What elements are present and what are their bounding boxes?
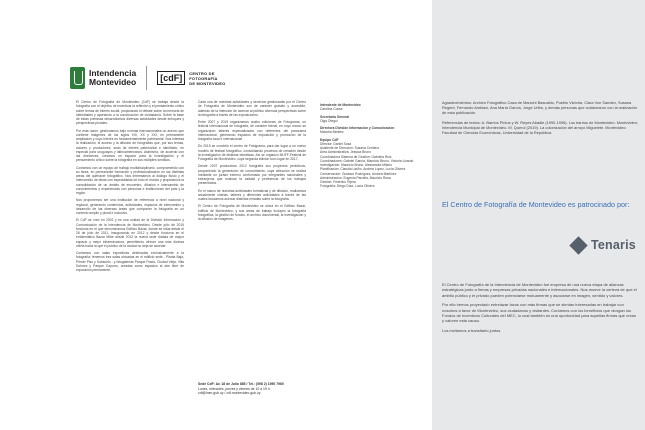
paragraph: Por ello hemos proyectado entrelazar lazos con más firmas que se sientan interesadas en trabajar con nosotros a favor de Montevideo, sus ciudadanos y visitantes. Contamos con los beneficios que otorgan los Fondos de Incentivos Culturales del MEC, lo cual también es una oportunidad para aquellas firmas que crean y valoren esta causa. xyxy=(442,302,637,324)
staff-item: Investigación: Mauricio Bruno, Alessandra Milano xyxy=(320,163,393,167)
cdf-logo-text: CENTRO DE FOTOGRAFÍA DE MONTEVIDEO xyxy=(189,70,226,86)
paragraph: El CdF se creó en 2002 y es una unidad de la División Información y Comunicación de la Intendencia de Montevideo. Desde julio de 2015 funciona en el que denominamos Edificio Bazar, donde se sitúa desde el 28 de julio de 2011, inaugurando en 2012 y desde funciona en el emblemático Bazar Mitre desde 2012 la nueva sede dotada de mayor espacio y mejor infraestructura, permitiendo ofrecer una más diversa oferta hacia la que el publico de la ciudad no deja de acceder. xyxy=(76,218,184,248)
staff-item: Planificación: Claudia Lariño, Andrea López, Lucía Olivera xyxy=(320,167,406,172)
staff-item: Coordinadora Sistema de Gestión: Gabriela Ruiz xyxy=(320,154,392,159)
staff-item: Gestión: Federico Tejera xyxy=(320,180,356,184)
paragraph: El Centro de Fotografía de Montevideo se ubica en el Edificio Bazar, edificio de Montevideo, y sus áreas de trabajo incluyen la fotografía fotográfica, la gestión de fondos, el archivo documental, la investigación y la difusión de imágenes. xyxy=(198,204,306,221)
tenaris-logo xyxy=(572,238,636,252)
web-line: cdf@imm.gub.uy / cdf.montevideo.gub.uy xyxy=(198,391,261,395)
credits-block xyxy=(442,100,638,139)
tenaris-wordmark: Tenaris xyxy=(591,238,636,252)
staff-list xyxy=(320,142,428,189)
paragraph: En 2015 se convirtió el centro de Fotograma, para dar lugar a un nuevo modelo de festival fotográfico, consolidando procesos de creación desde la investigación de distintas temáticas. Así se organizó MUFF-Festival de Fotografía de Montevideo, cuya segunda edición tuvo lugar en 2017. xyxy=(198,144,306,161)
intendencia-logo xyxy=(70,67,136,89)
paragraph: Contamos con un equipo de trabajo multidisciplinario, comprometido con su tarea, en permanente formación y profesionalización en las distintas áreas del quehacer fotográfico. Nos interesamos al diálogo fluido y el intercambio de ideas con especialistas de todo el mundo y propiciamos la consolidación de un ámbito de encuentro, difusión e intercambio de conocimientos y experiencias con personas e instituciones del país y la región. xyxy=(76,165,184,195)
intendencia-line1: Intendencia xyxy=(89,68,137,78)
sponsor-text xyxy=(442,282,638,337)
logo-bar xyxy=(70,66,225,90)
paragraph: Por esta razón, gestionamos bajo normas internacionales un acervo que contiene imágenes de los siglos XIX, XX y XXI, en permanente ampliación y cuyo interés es fundamentalmente patrimonial. Nos interesa la realización, el acceso y la difusión de fotografías que, por sus temas, autores y productores, sean de interés patrimonial e identitario, en especial para uruguayos y latinoamericanos. Asimismo, de acuerdo con las directrices, creamos un espacio para la investigación y el pensamiento crítico sobre la fotografía en sus múltiples sentidos. xyxy=(76,128,184,163)
tenaris-mark-icon xyxy=(569,236,587,254)
hours-line: Lunes, miércoles, jueves y viernes de 10 a 19 h. xyxy=(198,386,271,391)
staff-item: Asistente de Dirección: Susana Centeno xyxy=(320,146,380,150)
staff-title: Equipo CdF xyxy=(320,137,339,142)
staff-item: Área Administrativa: Jessica Bruno xyxy=(320,150,371,155)
text-column-2 xyxy=(198,100,306,224)
text-column-3 xyxy=(320,100,428,189)
paragraph: En el marco de nuestras actividades formativas y de difusión, realizamos anualmente charlas, talleres y diferentes actividades a través de las cuales buscamos acercar distintas miradas sobre la fotografía. xyxy=(198,188,306,201)
paragraph: Desde 2007 producimos 2012 fotografía sus proyectos periódicos, proponiendo la generación de conocimiento, cuya selección se realiza mediante un jurado externo conformado por integrantes nacionales y extranjeros que evalúan la calidad y pertinencia de los trabajos presentados. xyxy=(198,164,306,186)
intendencia-line2: Montevideo xyxy=(89,77,137,87)
address-line: Sede CdF: Av. 18 de Julio 885 / Tel.: (598 2) 1950 7960 xyxy=(198,382,284,386)
intendencia-mark-icon xyxy=(70,67,85,89)
staff-item: Administración: Eugenia Parrella, Mauricio Rosa xyxy=(320,175,391,180)
paragraph: Entre 2007 y 2015 organizamos cuatro ediciones de Fotograma, un festival internacional de fotografía, de carácter bienal, en cuyo marco se organizaron talleres especializados con referentes del panorama internacional, generando espacios de exposición y promoción de la fotografía local e internacional. xyxy=(198,120,306,141)
acknowledgements-paragraph: Agradecimientos: Archivo Fotográfico Casa de Mancini Basualdo, Pueblo Victoria, Clara Von Sanden, Susana Regent, Fernando Ambiaci, Ana María García, Jorge Uribe, y demás personas que colaboraron con la realización de esta publicación. xyxy=(442,100,638,116)
address-footer xyxy=(198,382,308,396)
paragraph: Cada una de nuestras actividades y servicios gestionadas por el Centro de Fotografía de Montevideo son de carácter gratuito y accesible, además de la intención de acercar al público diversas perspectivas sobre la fotografía a través de las exposiciones. xyxy=(198,100,306,117)
text-column-1 xyxy=(76,100,184,275)
cdf-logo-mark: [cdF] xyxy=(157,71,185,85)
references-paragraph: Referencias de textos: A. Barrios Pintos y W. Reyes Abadie (1990-1996). Los barrios de Montevideo. Montevideo: Intendencia Municipal de Montevideo. M. Querol (2019). La colonización del arroyo Miguelete. Montevideo: Facultad de Ciencias Económicas, Universidad de la República. xyxy=(442,119,638,136)
paragraph: El Centro de Fotografía de Montevideo (CdF) se trabaja desde la fotografía con el objetivo de incentivar la reflexión y el pensamiento crítico sobre temas de interés social, propiciando el debate sobre la memoria de identidades y aportando a la construcción de ciudadanía. Sobre la base de estas premisas desarrollamos diversas actividades desde enfoques y perspectivas plurales. xyxy=(76,100,184,126)
staff-item: Coordinadores: Gabriel García, Mauricio Bruno, Victoria Lizardo xyxy=(320,158,414,163)
document-right-page xyxy=(432,0,645,430)
logo-divider xyxy=(146,66,147,90)
staff-item: Conservación: Gustavo Rodríguez, Andrea Martínez xyxy=(320,171,397,176)
paragraph: Nos proponemos ser una institución de referencia a nivel nacional y regional, generando contenidos, actividades, espacios de intercambio y desarrollo de las diversas áreas que componen la fotografía en un contexto amplio y plural e inclusivo. xyxy=(76,198,184,215)
staff-item: Fotografía: Diego Díaz, Lucía Olivera xyxy=(320,184,375,189)
credit-block: Intendente de Montevideo Carolina Cosse Secretaria General Olga Otegui Directora División Información y Comunicación Marcela Benitez xyxy=(320,103,395,135)
paragraph: Los invitamos a transitarlo juntos. xyxy=(442,327,502,333)
paragraph: El Centro de Fotografía de la Intendencia de Montevideo fue empresa de una nueva etapa de alianzas estratégicas junto a firmas y empresas privadas nacionales e internacionales. Nos mueve la certeza de que el ámbito público y el privado pueden potenciarse mutuamente y asociarse en imagen, sentido y valores. xyxy=(442,282,637,298)
sponsor-intro-heading: El Centro de Fotografía de Montevideo es patrocinado por: xyxy=(442,200,630,209)
paragraph: Contamos con salas expositivas destinadas exclusivamente a la fotografía; tenemos tres salas ubicadas en el edificio sede - Planta Baja, Primer Piso y Subsuelo - y fotogalerías Parque Prado, Ciudad Vieja, Villa Dolores y Parque Capurro, creadas como espacios al aire libre de exposición permanente. xyxy=(76,251,184,272)
staff-item: Director: Daniel Sosa xyxy=(320,141,352,146)
